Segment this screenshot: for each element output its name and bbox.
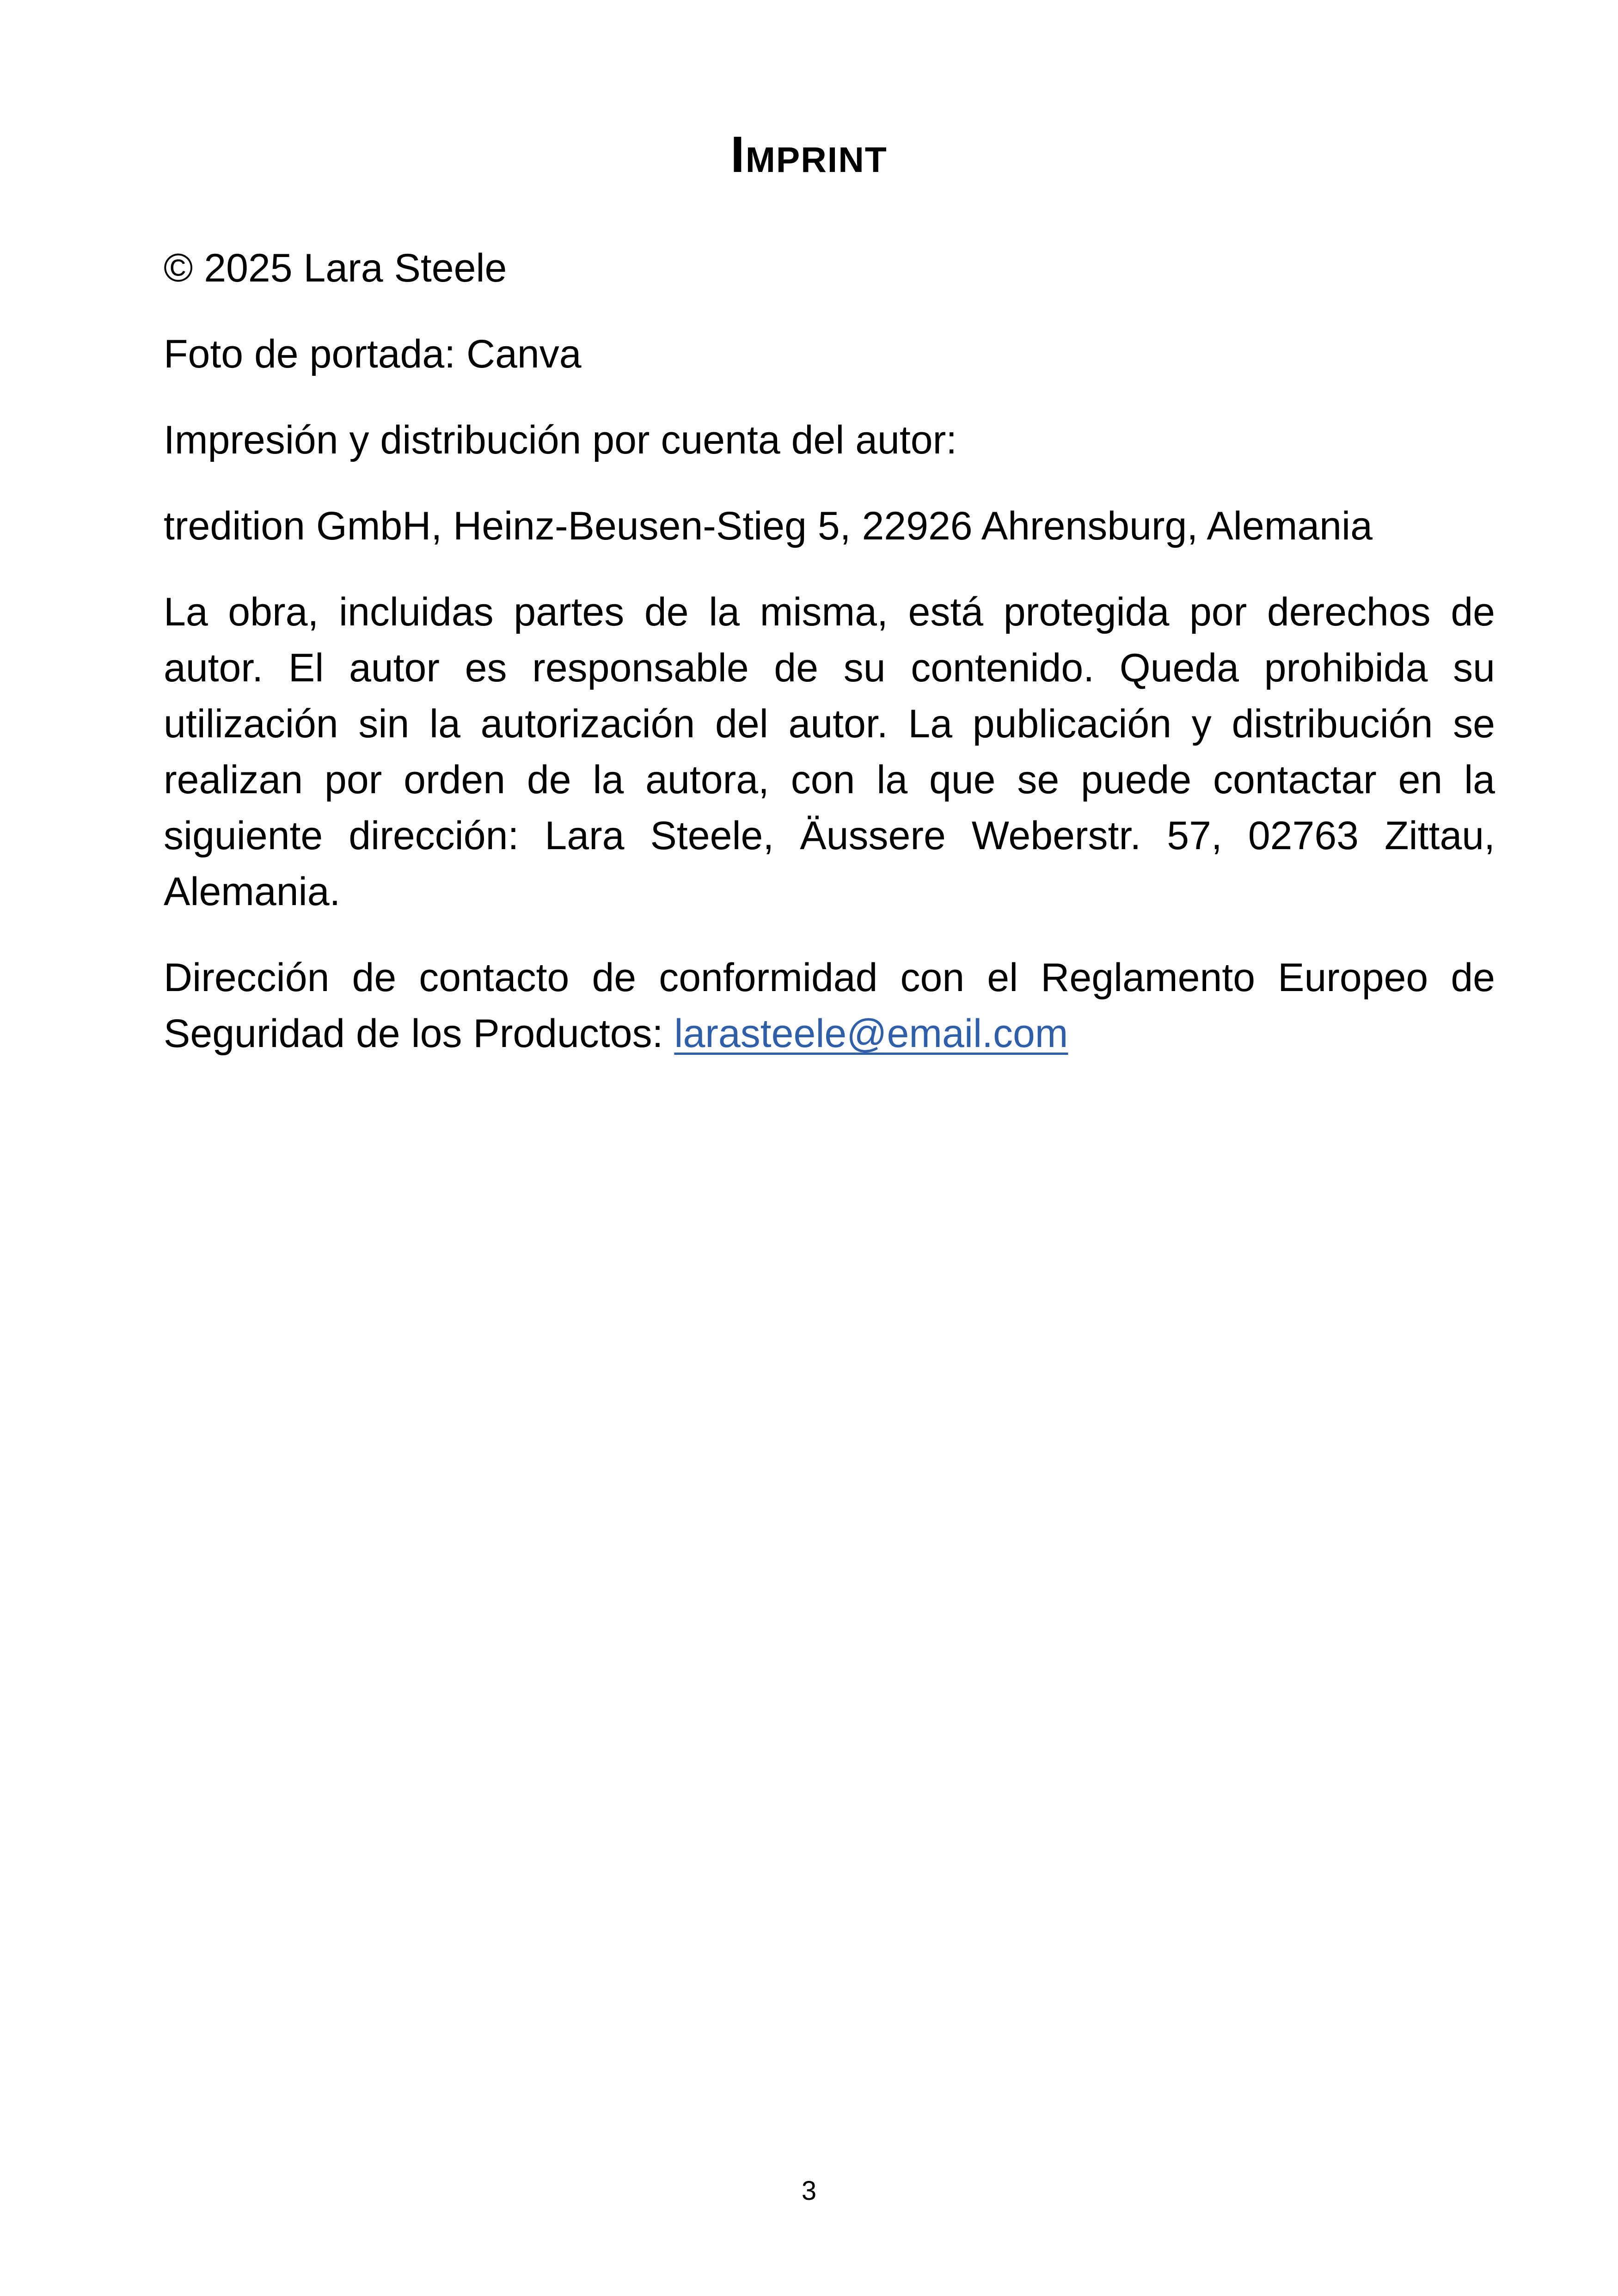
contact-email-link[interactable]: larasteele@email.com [674,1011,1068,1056]
contact-text: Dirección de contacto de conformidad con el Reglamento Europeo de Seguridad de los Productos: [164,955,1495,1056]
cover-photo-credit: Foto de portada: Canva [164,332,582,376]
contact-paragraph [164,950,1495,1062]
imprint-content [164,240,1495,1092]
copyright-line: © 2025 Lara Steele [164,246,507,290]
page-title: Imprint [730,126,888,183]
printing-distribution-line: Impresión y distribución por cuenta del autor: [164,418,957,462]
rights-paragraph: La obra, incluidas partes de la misma, está protegida por derechos de autor. El autor es responsable de su contenido. Queda prohibida su utilización sin la autorización del autor. La publicación y distribución se realizan por orden de la autora, con la que se puede contactar en la siguiente dirección: Lara Steele, Äussere Weberstr. 57, 02763 Zittau, Alemania. [164,590,1495,914]
page-number: 3 [801,2176,817,2206]
publisher-address: tredition GmbH, Heinz-Beusen-Stieg 5, 22926 Ahrensburg, Alemania [164,504,1373,548]
